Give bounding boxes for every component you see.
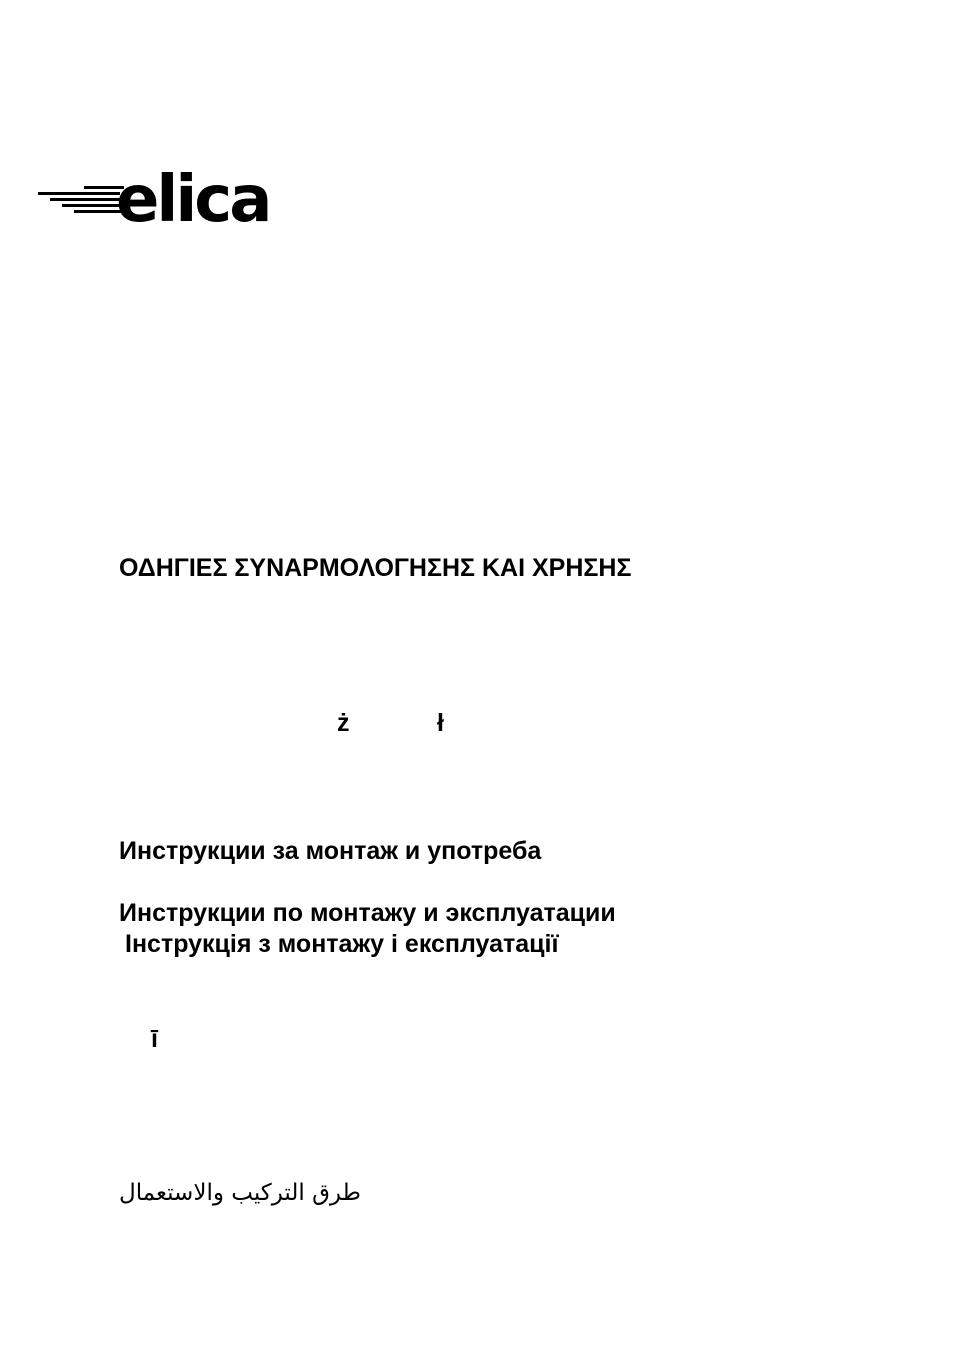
elica-logo: [38, 170, 322, 226]
title-greek: ΟΔΗΓΙΕΣ ΣΥΝΑΡΜΟΛΟΓΗΣΗΣ ΚΑΙ ΧΡΗΣΗΣ: [119, 554, 632, 582]
polish-char-l-stroke: ł: [437, 709, 444, 737]
title-bulgarian: Инструкции за монтаж и употреба: [119, 837, 542, 865]
latvian-char-i-macron: ī: [151, 1025, 158, 1053]
polish-char-z-dot: ż: [337, 709, 350, 737]
title-russian: Инструкции по монтажу и эксплуатации: [119, 899, 616, 927]
title-ukrainian: Інструкція з монтажу і експлуатації: [125, 930, 559, 958]
title-arabic: طرق التركيب والاستعمال: [119, 1180, 361, 1206]
logo-wordmark: elica: [116, 170, 270, 226]
